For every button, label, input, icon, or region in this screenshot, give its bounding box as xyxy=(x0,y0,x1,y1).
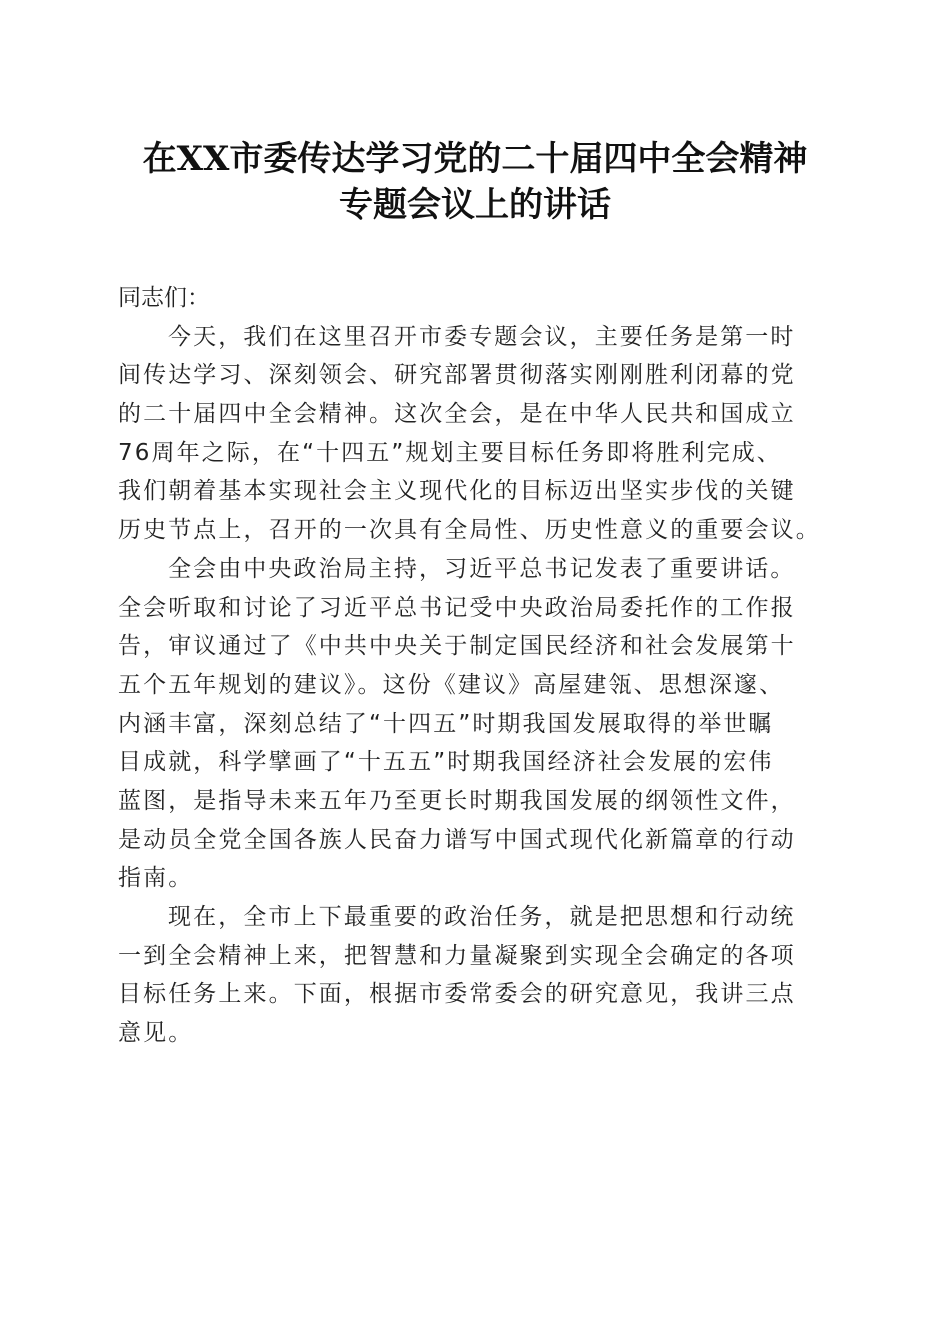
paragraph-line: 是动员全党全国各族人民奋力谱写中国式现代化新篇章的行动 xyxy=(118,826,796,853)
paragraph-3 xyxy=(118,898,824,1053)
paragraph-line: 76周年之际，在“十四五”规划主要目标任务即将胜利完成、 xyxy=(118,439,782,466)
paragraph-line: 告，审议通过了《中共中央关于制定国民经济和社会发展第十 xyxy=(118,633,796,660)
paragraph-line: 全会听取和讨论了习近平总书记受中央政治局委托作的工作报 xyxy=(118,594,796,621)
paragraph-line: 的二十届四中全会精神。这次全会，是在中华人民共和国成立 xyxy=(118,401,796,428)
paragraph-line: 目成就，科学擘画了“十五五”时期我国经济社会发展的宏伟 xyxy=(118,749,774,776)
paragraph-line: 指南。 xyxy=(118,865,194,892)
paragraph-line: 意见。 xyxy=(118,1020,194,1047)
paragraph-2 xyxy=(118,550,824,898)
paragraph-line: 今天，我们在这里召开市委专题会议，主要任务是第一时 xyxy=(168,323,796,350)
title-line-2: 专题会议上的讲话 xyxy=(339,185,611,225)
document-title xyxy=(0,136,950,228)
paragraph-line: 我们朝着基本实现社会主义现代化的目标迈出坚实步伐的关键 xyxy=(118,478,796,505)
paragraph-line: 一到全会精神上来，把智慧和力量凝聚到实现全会确定的各项 xyxy=(118,942,796,969)
paragraph-line: 目标任务上来。下面，根据市委常委会的研究意见，我讲三点 xyxy=(118,981,796,1008)
paragraph-line: 历史节点上，召开的一次具有全局性、历史性意义的重要会议。 xyxy=(118,517,821,544)
paragraph-line: 全会由中央政治局主持，习近平总书记发表了重要讲话。 xyxy=(168,555,796,582)
document-body xyxy=(118,279,824,1053)
paragraph-line: 内涵丰富，深刻总结了“十四五”时期我国发展取得的举世瞩 xyxy=(118,710,774,737)
title-line-1: 在XX市委传达学习党的二十届四中全会精神 xyxy=(142,139,808,179)
paragraph-line: 蓝图，是指导未来五年乃至更长时期我国发展的纲领性文件， xyxy=(118,787,796,814)
paragraph-line: 间传达学习、深刻领会、研究部署贯彻落实刚刚胜利闭幕的党 xyxy=(118,362,796,389)
paragraph-line: 现在，全市上下最重要的政治任务，就是把思想和行动统 xyxy=(168,904,796,930)
paragraph-line: 五个五年规划的建议》。这份《建议》高屋建瓴、思想深邃、 xyxy=(118,671,785,698)
salutation: 同志们： xyxy=(118,285,210,311)
paragraph-1 xyxy=(118,318,824,550)
